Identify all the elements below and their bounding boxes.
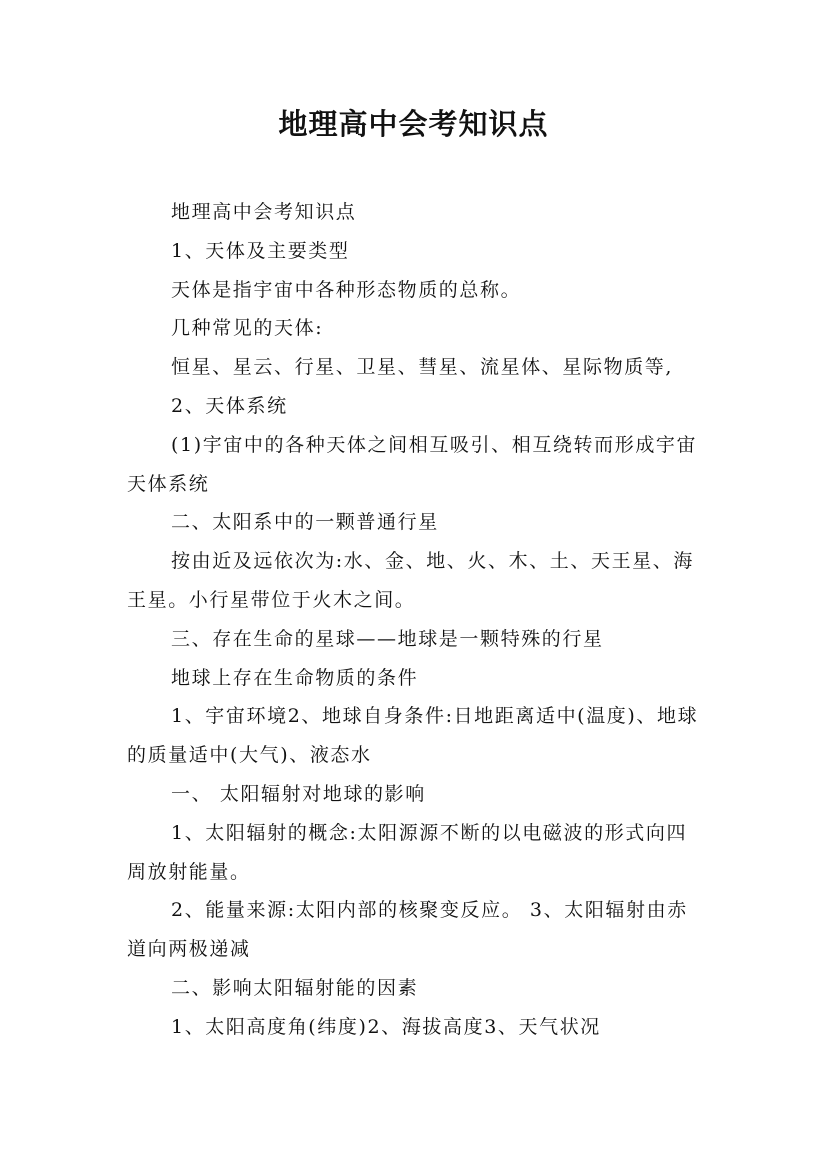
paragraph: 二、影响太阳辐射能的因素: [171, 976, 419, 999]
paragraph: (1)宇宙中的各种天体之间相互吸引、相互绕转而形成宇宙天体系统: [127, 433, 698, 495]
paragraph: 几种常见的天体:: [171, 317, 324, 340]
paragraph: 2、天体系统: [171, 394, 288, 417]
paragraph: 1、天体及主要类型: [171, 239, 350, 262]
paragraph: 1、太阳高度角(纬度)2、海拔高度3、天气状况: [171, 1015, 601, 1038]
paragraph: 恒星、星云、行星、卫星、彗星、流星体、星际物质等,: [171, 356, 674, 379]
paragraph: 1、宇宙环境2、地球自身条件:日地距离适中(温度)、地球的质量适中(大气)、液态水: [127, 705, 699, 767]
paragraph: 地球上存在生命物质的条件: [171, 666, 419, 689]
document-body: [127, 193, 707, 1047]
paragraph: 按由近及远依次为:水、金、地、火、木、土、天王星、海王星。小行星带位于火木之间。: [127, 550, 695, 611]
paragraph: 1、太阳辐射的概念:太阳源源不断的以电磁波的形式向四周放射能量。: [127, 821, 688, 883]
paragraph: 一、 太阳辐射对地球的影响: [171, 782, 426, 805]
paragraph: 天体是指宇宙中各种形态物质的总称。: [171, 278, 522, 301]
paragraph: 2、能量来源:太阳内部的核聚变反应。 3、太阳辐射由赤道向两极递减: [127, 899, 688, 961]
document-title: 地理高中会考知识点: [278, 107, 549, 141]
paragraph: 三、存在生命的星球——地球是一颗特殊的行星: [171, 627, 604, 650]
paragraph: 二、太阳系中的一颗普通行星: [171, 511, 439, 534]
paragraph: 地理高中会考知识点: [171, 201, 357, 223]
